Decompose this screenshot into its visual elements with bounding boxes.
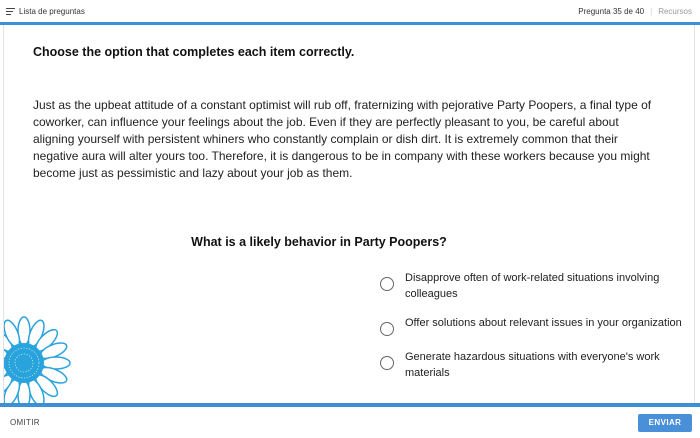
question-panel xyxy=(3,25,695,403)
top-bar xyxy=(0,0,700,22)
instruction-text: Choose the option that completes each item correctly. xyxy=(33,45,355,59)
option-label: Generate hazardous situations with everyone's work materials xyxy=(405,351,660,379)
resources-link[interactable]: Recursos xyxy=(658,6,692,16)
question-text: What is a likely behavior in Party Poopers? xyxy=(191,235,447,249)
answer-option[interactable] xyxy=(380,270,690,302)
flower-decoration-icon xyxy=(3,313,74,403)
submit-button[interactable]: ENVIAR xyxy=(638,414,692,432)
radio-button[interactable] xyxy=(380,277,394,291)
footer-bar xyxy=(0,407,700,438)
reading-passage: Just as the upbeat attitude of a constant optimist will rub off, fraternizing with pejorative Party Poopers, a final type of coworker, can influence your feelings about the job. Even if they are perfectly pleasant to you, be careful about aligning yourself with persistent whiners who constantly complain or dish dirt. It is extremely common that their negative aura will alter yours too. Therefore, it is dangerous to be in company with these workers because you might become just as pessimistic and lazy about your job as them. xyxy=(33,98,652,180)
option-label: Disapprove often of work-related situations involving colleagues xyxy=(405,272,660,300)
divider: | xyxy=(650,6,653,16)
radio-button[interactable] xyxy=(380,356,394,370)
skip-button[interactable]: OMITIR xyxy=(10,418,40,427)
answer-option[interactable] xyxy=(380,349,690,381)
radio-button[interactable] xyxy=(380,322,394,336)
list-icon xyxy=(6,8,15,15)
question-progress: Pregunta 35 de 40 xyxy=(578,6,645,16)
answer-options xyxy=(380,270,690,394)
answer-option[interactable] xyxy=(380,315,690,336)
option-label: Offer solutions about relevant issues in your organization xyxy=(405,317,682,329)
question-list-button[interactable] xyxy=(6,7,85,16)
question-list-label: Lista de preguntas xyxy=(19,6,85,16)
